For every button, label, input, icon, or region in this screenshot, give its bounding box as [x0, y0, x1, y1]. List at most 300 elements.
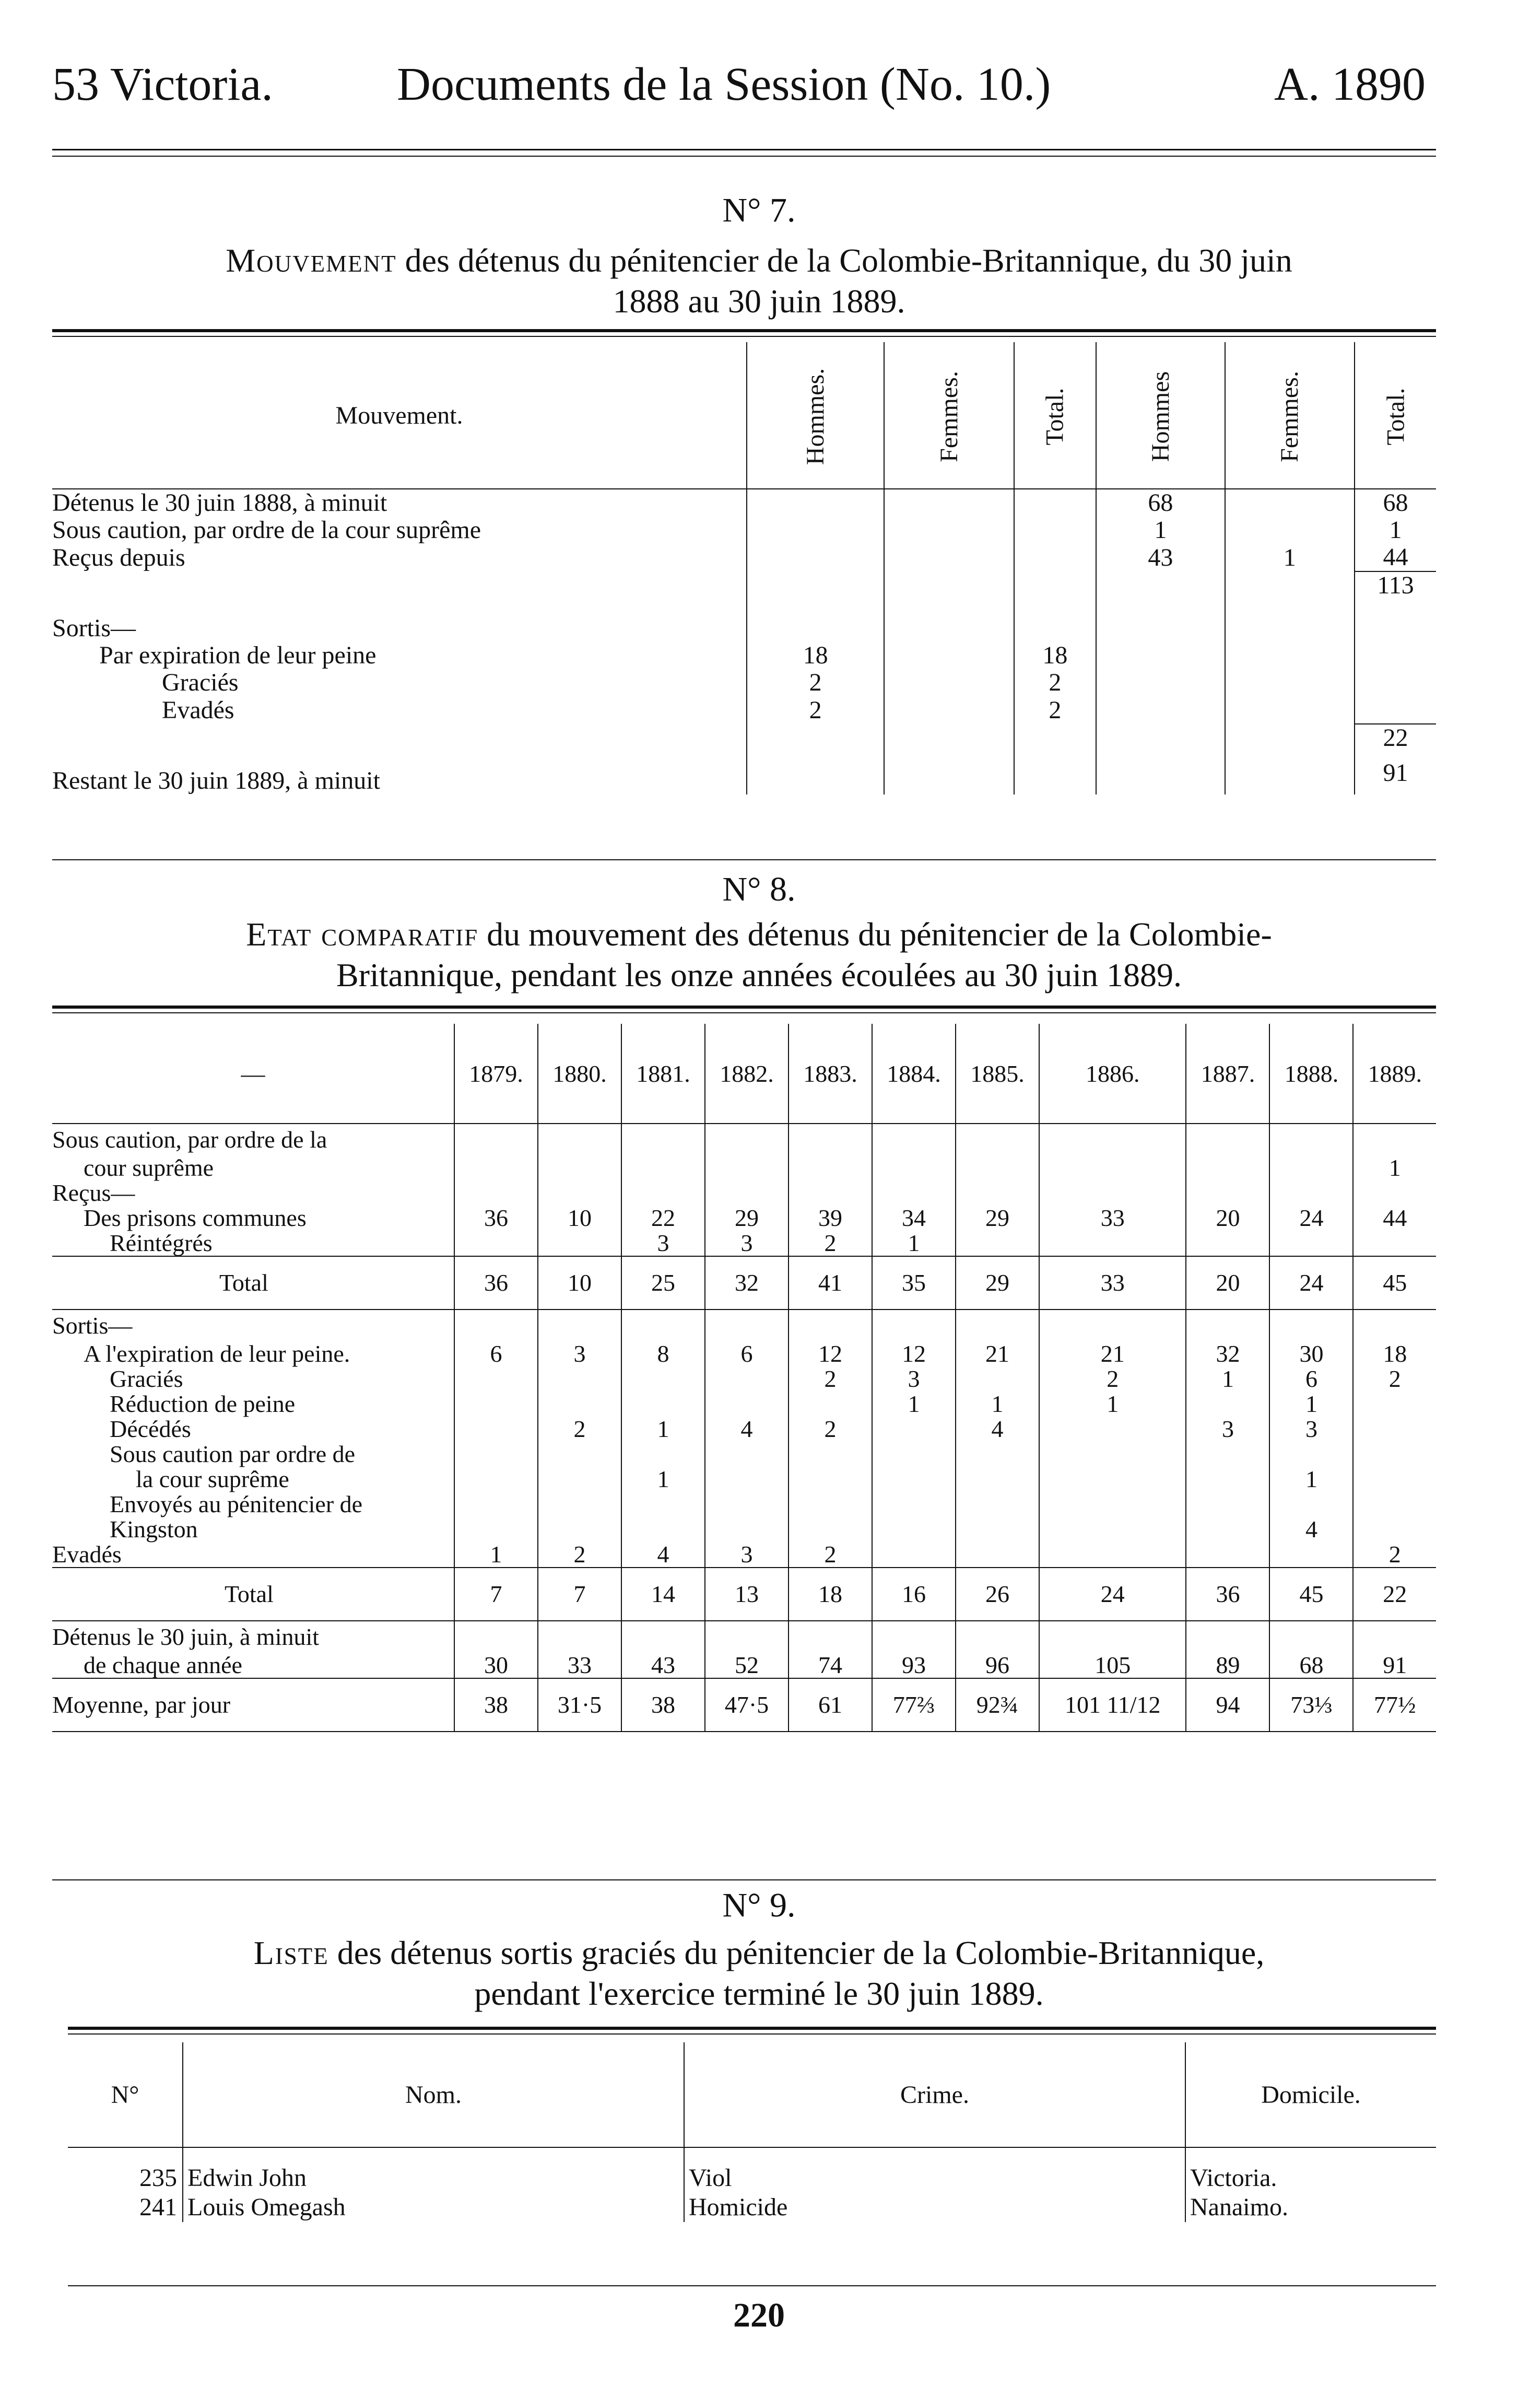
- cell-value: [454, 1180, 538, 1206]
- cell-value: [747, 517, 884, 544]
- cell-value: [621, 1492, 705, 1517]
- cell-value: 18: [789, 1568, 872, 1621]
- cell-value: [747, 544, 884, 571]
- cell-value: 41: [789, 1256, 872, 1310]
- year-header: 1886.: [1039, 1024, 1186, 1124]
- cell-value: 6: [1269, 1366, 1353, 1392]
- section8-caption-rest: du mouvement des détenus du pénitencier de la Colombie-: [487, 916, 1272, 953]
- row-label: Graciés: [110, 1365, 183, 1392]
- cell-value: 32: [705, 1256, 789, 1310]
- cell-value: [1225, 489, 1355, 517]
- cell-value: 24: [1039, 1568, 1186, 1621]
- cell-value: [1225, 752, 1355, 794]
- col-header: Crime.: [684, 2042, 1185, 2147]
- cell-value: [621, 1310, 705, 1341]
- cell-value: 21: [1039, 1341, 1186, 1366]
- cell-value: [1353, 1517, 1436, 1542]
- cell-value: [884, 599, 1014, 642]
- cell-value: [1269, 1621, 1353, 1653]
- table-row: [52, 1678, 1436, 1732]
- cell-value: [1039, 1542, 1186, 1568]
- table-row: [52, 1517, 1436, 1542]
- cell-value: [789, 1180, 872, 1206]
- row-label: Total: [52, 1256, 454, 1310]
- cell-value: 2: [789, 1417, 872, 1442]
- table-row: [52, 489, 1436, 517]
- cell-value: 2: [789, 1231, 872, 1256]
- cell-value: [621, 1155, 705, 1180]
- table-row: [52, 1206, 1436, 1231]
- cell-value: 10: [538, 1256, 621, 1310]
- cell-value: 47·5: [705, 1678, 789, 1732]
- row-label: la cour suprême: [136, 1466, 289, 1492]
- cell-value: [454, 1231, 538, 1256]
- cell-value: [884, 489, 1014, 517]
- cell-value: [1014, 489, 1096, 517]
- cell-value: 94: [1186, 1678, 1269, 1732]
- section9-caption-lead: Liste: [253, 1934, 329, 1971]
- cell-value: [1039, 1124, 1186, 1155]
- cell-value: [1186, 1542, 1269, 1568]
- cell-value: [1039, 1492, 1186, 1517]
- cell-value: 32: [1186, 1341, 1269, 1366]
- cell-value: [747, 571, 884, 599]
- cell-value: [956, 1310, 1039, 1341]
- cell-value: [454, 1467, 538, 1492]
- section7-table: [52, 342, 1436, 794]
- year-header: 1881.: [621, 1024, 705, 1124]
- cell-value: [1096, 696, 1225, 724]
- cell-value: 1: [1355, 517, 1436, 544]
- cell-value: [621, 1621, 705, 1653]
- section9-top-rule: [68, 2027, 1436, 2030]
- cell-value: [621, 1392, 705, 1417]
- year-header: 1889.: [1353, 1024, 1436, 1124]
- cell-value: [1096, 752, 1225, 794]
- cell-value: [956, 1621, 1039, 1653]
- cell-value: [872, 1180, 956, 1206]
- cell-value: [705, 1467, 789, 1492]
- cell-value: 92¾: [956, 1678, 1039, 1732]
- cell-value: 30: [1269, 1341, 1353, 1366]
- cell-value: [538, 1180, 621, 1206]
- section9-caption-line2: pendant l'exercice terminé le 30 juin 1889.: [474, 1975, 1044, 2012]
- cell-value: [705, 1517, 789, 1542]
- cell-value: [956, 1467, 1039, 1492]
- cell-value: 1: [1353, 1155, 1436, 1180]
- table-row: [52, 1621, 1436, 1653]
- cell-value: [956, 1442, 1039, 1467]
- cell-value: 93: [872, 1653, 956, 1678]
- cell-value: [621, 1124, 705, 1155]
- cell-value: [621, 1517, 705, 1542]
- col-header: Femmes.: [884, 342, 1014, 489]
- cell-value: [1039, 1467, 1186, 1492]
- cell-value: [1269, 1155, 1353, 1180]
- cell-value: [872, 1517, 956, 1542]
- row-label: Sortis—: [52, 1312, 133, 1339]
- row-label: Reçus depuis: [52, 543, 185, 571]
- cell-value: [956, 1155, 1039, 1180]
- cell-value: 36: [454, 1206, 538, 1231]
- cell-value: [1353, 1467, 1436, 1492]
- cell-value: [789, 1492, 872, 1517]
- cell-value: [884, 571, 1014, 599]
- cell-value: 73⅓: [1269, 1678, 1353, 1732]
- row-label: Détenus le 30 juin, à minuit: [52, 1623, 320, 1650]
- cell-value: [538, 1392, 621, 1417]
- row-label: Evadés: [162, 696, 234, 724]
- running-header-title: Documents de la Session (No. 10.): [397, 59, 1051, 110]
- table-row: [52, 1124, 1436, 1155]
- cell-value: [884, 724, 1014, 752]
- cell-value: 3: [621, 1231, 705, 1256]
- cell-value: [1225, 696, 1355, 724]
- cell-value: 16: [872, 1568, 956, 1621]
- cell-value: 45: [1269, 1568, 1353, 1621]
- cell-value: [1269, 1310, 1353, 1341]
- cell-value: [884, 669, 1014, 696]
- cell-value: 10: [538, 1206, 621, 1231]
- cell-value: [1014, 724, 1096, 752]
- cell-value: [1039, 1417, 1186, 1442]
- cell-value: 1: [621, 1467, 705, 1492]
- cell-value: [454, 1492, 538, 1517]
- section9-caption: [0, 1933, 1518, 2014]
- cell-value: [1355, 599, 1436, 642]
- row-label: Total: [52, 1568, 454, 1621]
- section7-top-rule-2: [52, 336, 1436, 337]
- cell-value: 91: [1355, 752, 1436, 794]
- table-row: [52, 1568, 1436, 1621]
- table-row: [52, 669, 1436, 696]
- cell-value: [1186, 1124, 1269, 1155]
- cell-value: 33: [1039, 1256, 1186, 1310]
- cell-value: [705, 1442, 789, 1467]
- table-row: [52, 1417, 1436, 1442]
- year-header: 1885.: [956, 1024, 1039, 1124]
- cell-value: [1269, 1124, 1353, 1155]
- cell-value: 8: [621, 1341, 705, 1366]
- col-header: Femmes.: [1225, 342, 1355, 489]
- cell-value: [789, 1155, 872, 1180]
- cell-value: 1: [1269, 1467, 1353, 1492]
- cell-value: [1039, 1155, 1186, 1180]
- col-header: Total.: [1355, 342, 1436, 489]
- cell-value: [1186, 1492, 1269, 1517]
- cell-value: [872, 1542, 956, 1568]
- cell-value: [1353, 1442, 1436, 1467]
- cell-value: [538, 1442, 621, 1467]
- cell-value: 2: [1014, 669, 1096, 696]
- cell-value: [705, 1180, 789, 1206]
- cell-value: [956, 1542, 1039, 1568]
- cell-value: [1355, 642, 1436, 669]
- cell-value: [1039, 1517, 1186, 1542]
- cell-value: 7: [538, 1568, 621, 1621]
- row-label: cour suprême: [84, 1154, 214, 1181]
- cell-value: [1186, 1621, 1269, 1653]
- cell-value: [1186, 1517, 1269, 1542]
- cell-value: 105: [1039, 1653, 1186, 1678]
- prisoner-crime: Viol: [684, 2147, 1185, 2193]
- cell-value: 38: [454, 1678, 538, 1732]
- cell-value: 12: [789, 1341, 872, 1366]
- section8-bottom-rule: [52, 1879, 1436, 1880]
- cell-value: 20: [1186, 1206, 1269, 1231]
- table-row: [52, 571, 1436, 599]
- section7-bottom-rule: [52, 859, 1436, 860]
- prisoner-number: 235: [139, 2164, 177, 2192]
- cell-value: [1096, 571, 1225, 599]
- cell-value: 2: [538, 1417, 621, 1442]
- section9-table: [68, 2042, 1436, 2222]
- cell-value: [884, 752, 1014, 794]
- cell-value: [1186, 1392, 1269, 1417]
- section8-caption-lead: Etat comparatif: [246, 916, 479, 953]
- cell-value: 1: [1225, 544, 1355, 571]
- cell-value: 7: [454, 1568, 538, 1621]
- cell-value: 1: [1269, 1392, 1353, 1417]
- cell-value: 2: [1014, 696, 1096, 724]
- cell-value: [621, 1442, 705, 1467]
- cell-value: [789, 1392, 872, 1417]
- row-label: [52, 724, 747, 752]
- cell-value: [454, 1392, 538, 1417]
- table-row: [52, 1180, 1436, 1206]
- col-header: Hommes.: [747, 342, 884, 489]
- cell-value: 1: [872, 1231, 956, 1256]
- cell-value: [538, 1621, 621, 1653]
- table-row: [52, 1231, 1436, 1256]
- table-row: [52, 696, 1436, 724]
- cell-value: 20: [1186, 1256, 1269, 1310]
- cell-value: [789, 1517, 872, 1542]
- table-row: [52, 1442, 1436, 1467]
- cell-value: [705, 1392, 789, 1417]
- cell-value: 1: [621, 1417, 705, 1442]
- running-header-left: 53 Victoria.: [52, 59, 273, 110]
- cell-value: 33: [538, 1653, 621, 1678]
- cell-value: 25: [621, 1256, 705, 1310]
- cell-value: 89: [1186, 1653, 1269, 1678]
- cell-value: [538, 1366, 621, 1392]
- cell-value: [956, 1124, 1039, 1155]
- cell-value: 1: [1039, 1392, 1186, 1417]
- cell-value: [538, 1517, 621, 1542]
- cell-value: [1014, 517, 1096, 544]
- cell-value: 6: [454, 1341, 538, 1366]
- cell-value: [1096, 724, 1225, 752]
- cell-value: [1014, 544, 1096, 571]
- cell-value: [538, 1155, 621, 1180]
- table-row: [52, 599, 1436, 642]
- cell-value: 6: [705, 1341, 789, 1366]
- cell-value: 74: [789, 1653, 872, 1678]
- section8-table: [52, 1024, 1436, 1732]
- table-row: [52, 517, 1436, 544]
- header-rule-2: [52, 156, 1436, 157]
- cell-value: [1039, 1310, 1186, 1341]
- cell-value: [956, 1231, 1039, 1256]
- cell-value: [705, 1310, 789, 1341]
- cell-value: [454, 1124, 538, 1155]
- row-label: Réintégrés: [110, 1230, 213, 1256]
- cell-value: [1269, 1492, 1353, 1517]
- col-header: Total.: [1014, 342, 1096, 489]
- cell-value: [538, 1492, 621, 1517]
- cell-value: [872, 1155, 956, 1180]
- row-label: Décédés: [110, 1416, 191, 1442]
- table-row: [52, 1467, 1436, 1492]
- cell-value: [454, 1417, 538, 1442]
- cell-value: [1225, 517, 1355, 544]
- cell-value: 1: [956, 1392, 1039, 1417]
- cell-value: 35: [872, 1256, 956, 1310]
- cell-value: 18: [1353, 1341, 1436, 1366]
- cell-value: [956, 1517, 1039, 1542]
- cell-value: 33: [1039, 1206, 1186, 1231]
- section8-number: N° 8.: [722, 870, 796, 908]
- prisoner-nom: Louis Omegash: [183, 2193, 684, 2222]
- col-header: N°: [68, 2042, 183, 2147]
- cell-value: 68: [1355, 489, 1436, 517]
- row-label: Réduction de peine: [110, 1390, 296, 1417]
- year-header: 1884.: [872, 1024, 956, 1124]
- cell-value: [1225, 571, 1355, 599]
- cell-value: [884, 517, 1014, 544]
- cell-value: [1269, 1180, 1353, 1206]
- cell-value: 45: [1353, 1256, 1436, 1310]
- cell-value: 2: [538, 1542, 621, 1568]
- cell-value: 36: [454, 1256, 538, 1310]
- cell-value: [1096, 669, 1225, 696]
- cell-value: 36: [1186, 1568, 1269, 1621]
- year-header: 1887.: [1186, 1024, 1269, 1124]
- table-row: [52, 752, 1436, 794]
- table-row: [52, 724, 1436, 752]
- year-header: 1879.: [454, 1024, 538, 1124]
- col-header: Hommes: [1096, 342, 1225, 489]
- table-row: [52, 1310, 1436, 1341]
- cell-value: [538, 1124, 621, 1155]
- corner-header: —: [52, 1024, 454, 1124]
- year-header: 1883.: [789, 1024, 872, 1124]
- year-header: 1882.: [705, 1024, 789, 1124]
- row-label: Des prisons communes: [84, 1205, 307, 1231]
- cell-value: [1225, 669, 1355, 696]
- cell-value: [705, 1621, 789, 1653]
- cell-value: 91: [1353, 1653, 1436, 1678]
- cell-value: 2: [789, 1366, 872, 1392]
- cell-value: [705, 1155, 789, 1180]
- cell-value: 13: [705, 1568, 789, 1621]
- cell-value: [872, 1492, 956, 1517]
- cell-value: 30: [454, 1653, 538, 1678]
- cell-value: 4: [621, 1542, 705, 1568]
- cell-value: 2: [747, 696, 884, 724]
- cell-value: [1014, 571, 1096, 599]
- cell-value: [1269, 1442, 1353, 1467]
- prisoner-number: 241: [139, 2193, 177, 2221]
- cell-value: [1353, 1621, 1436, 1653]
- cell-value: [1186, 1310, 1269, 1341]
- table-row: [52, 1341, 1436, 1366]
- cell-value: [956, 1180, 1039, 1206]
- row-label: Sortis—: [52, 614, 136, 642]
- table-row: [52, 1366, 1436, 1392]
- section7-number: N° 7.: [722, 191, 796, 229]
- table-row: [52, 544, 1436, 571]
- cell-value: [1225, 724, 1355, 752]
- cell-value: [1096, 642, 1225, 669]
- cell-value: [705, 1124, 789, 1155]
- cell-value: [1353, 1417, 1436, 1442]
- cell-value: 29: [956, 1256, 1039, 1310]
- row-label: Par expiration de leur peine: [99, 641, 376, 669]
- cell-value: [1186, 1467, 1269, 1492]
- cell-value: [454, 1366, 538, 1392]
- cell-value: [1186, 1231, 1269, 1256]
- cell-value: [884, 642, 1014, 669]
- section8-caption-line2: Britannique, pendant les onze années écoulées au 30 juin 1889.: [336, 956, 1182, 993]
- section8-top-rule: [52, 1006, 1436, 1009]
- cell-value: [454, 1310, 538, 1341]
- table-row: [52, 1155, 1436, 1180]
- cell-value: 38: [621, 1678, 705, 1732]
- cell-value: [705, 1492, 789, 1517]
- cell-value: 3: [1186, 1417, 1269, 1442]
- section7-caption-lead: Mouvement: [226, 242, 397, 279]
- cell-value: [1269, 1542, 1353, 1568]
- cell-value: [1096, 599, 1225, 642]
- section7-caption-rest: des détenus du pénitencier de la Colombie-Britannique, du 30 juin: [405, 242, 1292, 279]
- cell-value: 29: [705, 1206, 789, 1231]
- cell-value: 4: [1269, 1517, 1353, 1542]
- cell-value: [538, 1231, 621, 1256]
- cell-value: [872, 1467, 956, 1492]
- section9-number: N° 9.: [722, 1886, 796, 1924]
- cell-value: [1014, 599, 1096, 642]
- cell-value: 1: [1186, 1366, 1269, 1392]
- cell-value: 68: [1096, 489, 1225, 517]
- row-label: Evadés: [52, 1541, 122, 1568]
- cell-value: 3: [1269, 1417, 1353, 1442]
- cell-value: [747, 724, 884, 752]
- row-label: de chaque année: [84, 1652, 242, 1678]
- cell-value: [1353, 1310, 1436, 1341]
- cell-value: 14: [621, 1568, 705, 1621]
- row-label: Envoyés au pénitencier de: [110, 1491, 363, 1517]
- cell-value: [872, 1310, 956, 1341]
- col-header: Mouvement.: [52, 342, 747, 489]
- section9-top-rule-2: [68, 2033, 1436, 2035]
- cell-value: 24: [1269, 1206, 1353, 1231]
- cell-value: [1353, 1180, 1436, 1206]
- cell-value: 96: [956, 1653, 1039, 1678]
- cell-value: 24: [1269, 1256, 1353, 1310]
- year-header: 1880.: [538, 1024, 621, 1124]
- cell-value: 26: [956, 1568, 1039, 1621]
- table-row: [52, 1256, 1436, 1310]
- cell-value: 12: [872, 1341, 956, 1366]
- cell-value: 3: [705, 1542, 789, 1568]
- row-label: [52, 571, 747, 599]
- cell-value: [789, 1442, 872, 1467]
- row-label: Moyenne, par jour: [52, 1678, 454, 1732]
- cell-value: 68: [1269, 1653, 1353, 1678]
- cell-value: [454, 1155, 538, 1180]
